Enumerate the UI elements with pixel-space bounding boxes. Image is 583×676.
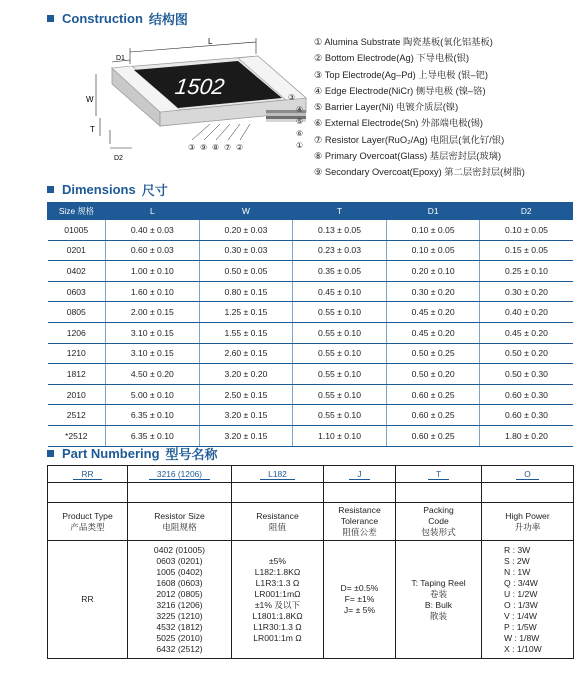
dimension-cell: 0.20 ± 0.03 bbox=[199, 220, 293, 241]
dimension-cell: 0.30 ± 0.03 bbox=[199, 240, 293, 261]
callout-3r: ③ bbox=[288, 93, 296, 102]
table-row bbox=[48, 384, 573, 405]
legend-item: ③ Top Electrode(Ag–Pd) 上导电极 (银–钯) bbox=[314, 69, 489, 80]
packing-option: 卷装 bbox=[429, 588, 448, 599]
code-cell bbox=[48, 466, 128, 483]
size-cell: 0603 bbox=[48, 281, 106, 302]
header-product-type bbox=[48, 503, 128, 541]
dimension-cell: 0.60 ± 0.25 bbox=[386, 384, 480, 405]
size-option: 0402 (01005) bbox=[153, 544, 206, 555]
resistance-option: ±1% 及以下 bbox=[254, 599, 301, 610]
callout-1: ① bbox=[296, 141, 304, 150]
table-row bbox=[48, 322, 573, 343]
construction-title: Construction bbox=[62, 11, 143, 26]
dimension-cell: 0.30 ± 0.20 bbox=[386, 281, 480, 302]
callout-7: ⑦ bbox=[224, 143, 232, 152]
dimension-cell: 5.00 ± 0.10 bbox=[106, 384, 200, 405]
resistance-option: L1R3:1.3 Ω bbox=[255, 577, 300, 588]
table-row bbox=[48, 425, 573, 446]
size-option: 3225 (1210) bbox=[156, 610, 203, 621]
dimension-cell: 0.30 ± 0.20 bbox=[480, 281, 573, 302]
code-cell bbox=[482, 466, 574, 483]
power-option: S : 2W bbox=[504, 555, 530, 566]
dimension-cell: 0.60 ± 0.30 bbox=[480, 384, 573, 405]
table-row bbox=[48, 343, 573, 364]
col-header-T: T bbox=[293, 203, 387, 220]
power-option: W : 1/8W bbox=[504, 632, 540, 643]
dimension-cell: 0.55 ± 0.10 bbox=[293, 364, 387, 385]
header-line: 电阻规格 bbox=[162, 521, 197, 532]
pn-body-row bbox=[48, 541, 574, 659]
code-cell bbox=[324, 466, 396, 483]
header-line: 包装形式 bbox=[421, 527, 456, 537]
code-tolerance: J bbox=[349, 469, 369, 480]
size-option: 0603 (0201) bbox=[156, 555, 203, 566]
header-line: 产品类型 bbox=[70, 521, 105, 532]
header-power bbox=[482, 503, 574, 541]
resistance-list bbox=[232, 541, 324, 659]
dimension-cell: 2.00 ± 0.15 bbox=[106, 302, 200, 323]
col-header-size: Size 规格 bbox=[48, 203, 106, 220]
code-resistance: L182 bbox=[260, 469, 295, 480]
size-cell: 1210 bbox=[48, 343, 106, 364]
power-option: U : 1/2W bbox=[504, 588, 538, 599]
header-line: Packing bbox=[423, 505, 454, 515]
dimension-cell: 0.23 ± 0.03 bbox=[293, 240, 387, 261]
dimension-cell: 6.35 ± 0.10 bbox=[106, 405, 200, 426]
legend-item: ⑤ Barrier Layer(Ni) 电镀介质层(镍) bbox=[314, 102, 459, 113]
dimension-cell: 0.40 ± 0.20 bbox=[480, 302, 573, 323]
dimension-cell: 0.10 ± 0.05 bbox=[386, 220, 480, 241]
pn-header-row bbox=[48, 503, 574, 541]
dimension-cell: 0.50 ± 0.25 bbox=[386, 343, 480, 364]
dimensions-title-cn: 尺寸 bbox=[141, 183, 168, 198]
header-packing bbox=[396, 503, 482, 541]
dim-D2-label: D2 bbox=[114, 155, 123, 162]
col-header-L: L bbox=[106, 203, 200, 220]
legend-item: ⑥ External Electrode(Sn) 外部端电极(锡) bbox=[314, 118, 484, 129]
packing-option: 散装 bbox=[429, 610, 448, 621]
power-option: X : 1/10W bbox=[504, 643, 542, 654]
header-line: Code bbox=[428, 516, 449, 526]
size-cell: 1812 bbox=[48, 364, 106, 385]
section-bullet-icon bbox=[47, 15, 54, 22]
dimension-cell: 0.15 ± 0.05 bbox=[480, 240, 573, 261]
section-bullet-icon bbox=[47, 186, 54, 193]
size-cell: 2010 bbox=[48, 384, 106, 405]
dimension-cell: 0.25 ± 0.10 bbox=[480, 261, 573, 282]
packing-option: T: Taping Reel bbox=[411, 577, 466, 588]
table-row bbox=[48, 302, 573, 323]
legend-item: ④ Edge Electrode(NiCr) 侧导电极 (镍–铬) bbox=[314, 85, 486, 96]
size-option: 2012 (0805) bbox=[156, 588, 203, 599]
header-line: Resistance bbox=[338, 505, 381, 515]
part-numbering-title: Part Numbering bbox=[62, 446, 160, 461]
table-row bbox=[48, 220, 573, 241]
size-cell: 0805 bbox=[48, 302, 106, 323]
construction-title-cn: 结构图 bbox=[148, 12, 188, 27]
size-option: 1608 (0603) bbox=[156, 577, 203, 588]
header-line: 阻值公差 bbox=[342, 527, 377, 537]
part-numbering-heading bbox=[47, 444, 218, 463]
header-resistor-size bbox=[128, 503, 232, 541]
resistance-option: L1R30:1.3 Ω bbox=[253, 621, 302, 632]
dimensions-header-row bbox=[48, 203, 573, 220]
dimension-cell: 0.55 ± 0.10 bbox=[293, 302, 387, 323]
dimension-cell: 0.50 ± 0.30 bbox=[480, 364, 573, 385]
tolerance-option: D= ±0.5% bbox=[340, 583, 379, 593]
header-line: 阻值 bbox=[268, 521, 287, 532]
dimension-cell: 3.20 ± 0.20 bbox=[199, 364, 293, 385]
size-cell: 0402 bbox=[48, 261, 106, 282]
col-header-D1: D1 bbox=[386, 203, 480, 220]
part-numbering-title-cn: 型号名称 bbox=[165, 447, 218, 462]
size-option: 4532 (1812) bbox=[156, 621, 203, 632]
power-option: V : 1/4W bbox=[504, 610, 537, 621]
dimension-cell: 1.10 ± 0.10 bbox=[293, 425, 387, 446]
dimension-cell: 0.45 ± 0.20 bbox=[480, 322, 573, 343]
code-row bbox=[48, 466, 574, 483]
construction-heading bbox=[47, 9, 188, 28]
callout-5: ⑤ bbox=[296, 117, 304, 126]
connector-row bbox=[48, 483, 574, 503]
size-cell: *2512 bbox=[48, 425, 106, 446]
header-tolerance bbox=[324, 503, 396, 541]
resistance-option: ±5% bbox=[268, 555, 287, 566]
dim-T-label: T bbox=[90, 125, 95, 134]
dimensions-heading bbox=[47, 180, 168, 199]
size-cell: 1206 bbox=[48, 322, 106, 343]
dimension-cell: 0.50 ± 0.20 bbox=[480, 343, 573, 364]
code-cell bbox=[128, 466, 232, 483]
callout-9: ⑨ bbox=[200, 143, 208, 152]
legend-item: ① Alumina Substrate 陶瓷基板(氧化铝基板) bbox=[314, 37, 493, 47]
dimension-cell: 0.50 ± 0.05 bbox=[199, 261, 293, 282]
resistor-marking: 1502 bbox=[173, 74, 226, 99]
dim-L-label: L bbox=[208, 37, 213, 46]
dimension-cell: 0.80 ± 0.15 bbox=[199, 281, 293, 302]
resistance-option: LR001:1m Ω bbox=[253, 632, 302, 643]
dimension-cell: 3.10 ± 0.15 bbox=[106, 322, 200, 343]
code-cell bbox=[396, 466, 482, 483]
code-product-type: RR bbox=[73, 469, 101, 480]
dimension-cell: 0.35 ± 0.05 bbox=[293, 261, 387, 282]
size-cell: 01005 bbox=[48, 220, 106, 241]
dimension-cell: 3.20 ± 0.15 bbox=[199, 405, 293, 426]
code-packing: T bbox=[428, 469, 449, 480]
tolerance-list bbox=[324, 541, 396, 659]
callout-6: ⑥ bbox=[296, 129, 304, 138]
col-header-W: W bbox=[199, 203, 293, 220]
header-line: High Power bbox=[505, 510, 550, 521]
resistance-option: L182:1.8KΩ bbox=[254, 566, 301, 577]
header-line: 升功率 bbox=[514, 521, 541, 532]
dimensions-body bbox=[48, 220, 573, 447]
table-row bbox=[48, 240, 573, 261]
size-option: 5025 (2010) bbox=[156, 632, 203, 643]
part-numbering-table bbox=[47, 465, 574, 659]
chip-resistor-diagram bbox=[70, 28, 310, 168]
dimension-cell: 0.50 ± 0.20 bbox=[386, 364, 480, 385]
dimension-cell: 6.35 ± 0.10 bbox=[106, 425, 200, 446]
power-option: P : 1/5W bbox=[504, 621, 537, 632]
section-bullet-icon bbox=[47, 450, 54, 457]
resistance-option: L1801:1.8KΩ bbox=[252, 610, 303, 621]
dimension-cell: 1.55 ± 0.15 bbox=[199, 322, 293, 343]
tolerance-option: J= ± 5% bbox=[343, 605, 376, 615]
table-row bbox=[48, 261, 573, 282]
header-line: Resistance bbox=[256, 510, 299, 521]
dimension-cell: 0.60 ± 0.25 bbox=[386, 425, 480, 446]
callout-3: ③ bbox=[188, 143, 196, 152]
dimension-cell: 0.55 ± 0.10 bbox=[293, 384, 387, 405]
dim-W-label: W bbox=[86, 95, 94, 104]
power-option: Q : 3/4W bbox=[504, 577, 538, 588]
size-cell: 0201 bbox=[48, 240, 106, 261]
dimension-cell: 0.13 ± 0.05 bbox=[293, 220, 387, 241]
dimension-cell: 0.55 ± 0.10 bbox=[293, 343, 387, 364]
power-option: N : 1W bbox=[504, 566, 531, 577]
resistance-option: LR001:1mΩ bbox=[254, 588, 301, 599]
dimension-cell: 0.45 ± 0.10 bbox=[293, 281, 387, 302]
col-header-D2: D2 bbox=[480, 203, 573, 220]
dimension-cell: 1.60 ± 0.10 bbox=[106, 281, 200, 302]
table-row bbox=[48, 405, 573, 426]
legend-item: ⑧ Primary Overcoat(Glass) 基层密封层(玻璃) bbox=[314, 151, 502, 162]
dimensions-title: Dimensions bbox=[62, 182, 136, 197]
dimension-cell: 0.45 ± 0.20 bbox=[386, 322, 480, 343]
power-list bbox=[482, 541, 574, 659]
dimension-cell: 4.50 ± 0.20 bbox=[106, 364, 200, 385]
size-list bbox=[128, 541, 232, 659]
dimension-cell: 3.10 ± 0.15 bbox=[106, 343, 200, 364]
dimension-cell: 0.60 ± 0.30 bbox=[480, 405, 573, 426]
dimensions-table bbox=[47, 202, 573, 447]
dimension-cell: 2.60 ± 0.15 bbox=[199, 343, 293, 364]
dimension-cell: 0.10 ± 0.05 bbox=[480, 220, 573, 241]
product-type-value: RR bbox=[48, 541, 128, 659]
legend-item: ⑨ Secondary Overcoat(Epoxy) 第二层密封层(树脂) bbox=[314, 167, 525, 178]
power-option: R : 3W bbox=[504, 544, 531, 555]
dimension-cell: 0.20 ± 0.10 bbox=[386, 261, 480, 282]
size-option: 3216 (1206) bbox=[156, 599, 203, 610]
callout-8: ⑧ bbox=[212, 143, 220, 152]
header-line: Product Type bbox=[62, 510, 113, 521]
dimension-cell: 0.10 ± 0.05 bbox=[386, 240, 480, 261]
dimension-cell: 0.60 ± 0.25 bbox=[386, 405, 480, 426]
dimension-cell: 3.20 ± 0.15 bbox=[199, 425, 293, 446]
header-resistance bbox=[232, 503, 324, 541]
dimension-cell: 0.45 ± 0.20 bbox=[386, 302, 480, 323]
callout-2: ② bbox=[236, 143, 244, 152]
dimension-cell: 1.00 ± 0.10 bbox=[106, 261, 200, 282]
dim-D1-label: D1 bbox=[116, 55, 125, 62]
dimension-cell: 2.50 ± 0.15 bbox=[199, 384, 293, 405]
code-cell bbox=[232, 466, 324, 483]
header-line: Resistor Size bbox=[154, 510, 205, 521]
legend-item: ⑦ Resistor Layer(RuO₂/Ag) 电阻层(氧化钌/银) bbox=[314, 134, 505, 145]
callout-4: ④ bbox=[296, 105, 304, 114]
dimension-cell: 0.55 ± 0.10 bbox=[293, 405, 387, 426]
dimension-cell: 1.25 ± 0.15 bbox=[199, 302, 293, 323]
header-line: Tolerance bbox=[340, 516, 379, 526]
size-option: 1005 (0402) bbox=[156, 566, 203, 577]
dimension-cell: 0.40 ± 0.03 bbox=[106, 220, 200, 241]
table-row bbox=[48, 364, 573, 385]
packing-option: B: Bulk bbox=[424, 599, 453, 610]
legend-item: ② Bottom Electrode(Ag) 下导电极(银) bbox=[314, 53, 470, 64]
code-size: 3216 (1206) bbox=[149, 469, 210, 480]
table-row bbox=[48, 281, 573, 302]
packing-list bbox=[396, 541, 482, 659]
dimension-cell: 0.55 ± 0.10 bbox=[293, 322, 387, 343]
dimension-cell: 1.80 ± 0.20 bbox=[480, 425, 573, 446]
code-power: O bbox=[516, 469, 539, 480]
construction-legend bbox=[314, 34, 576, 181]
power-option: O : 1/3W bbox=[504, 599, 538, 610]
tolerance-option: F= ±1% bbox=[344, 594, 375, 604]
size-option: 6432 (2512) bbox=[156, 643, 203, 654]
dimension-cell: 0.60 ± 0.03 bbox=[106, 240, 200, 261]
size-cell: 2512 bbox=[48, 405, 106, 426]
